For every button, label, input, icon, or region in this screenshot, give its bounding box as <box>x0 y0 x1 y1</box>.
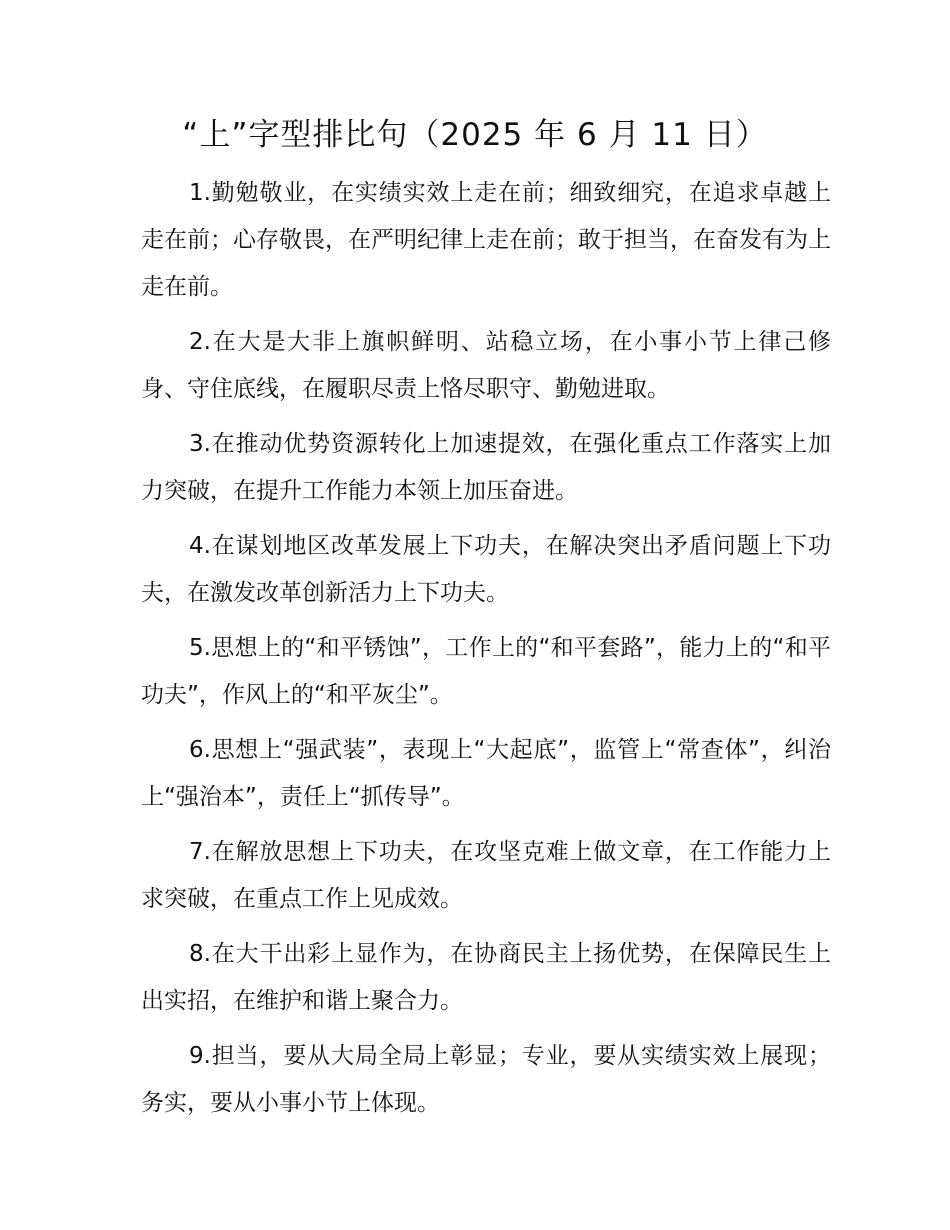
paragraph-7: 7.在解放思想上下功夫，在攻坚克难上做文章，在工作能力上求突破，在重点工作上见成效。 <box>141 839 831 912</box>
paragraph-2: 2.在大是大非上旗帜鲜明、站稳立场，在小事小节上律己修身、守住底线，在履职尽责上恪尽职守、勤勉进取。 <box>141 329 831 402</box>
paragraph-1: 1.勤勉敬业，在实绩实效上走在前；细致细究，在追求卓越上走在前；心存敬畏，在严明纪律上走在前；敢于担当，在奋发有为上走在前。 <box>141 180 831 300</box>
document-body <box>141 170 831 1135</box>
paragraph-3: 3.在推动优势资源转化上加速提效，在强化重点工作落实上加力突破，在提升工作能力本领上加压奋进。 <box>141 431 831 504</box>
paragraph-4: 4.在谋划地区改革发展上下功夫，在解决突出矛盾问题上下功夫，在激发改革创新活力上下功夫。 <box>141 533 831 606</box>
document-title: “上”字型排比句（2025 年 6 月 11 日） <box>182 117 768 153</box>
paragraph-5: 5.思想上的“和平锈蚀”，工作上的“和平套路”，能力上的“和平功夫”，作风上的“和平灰尘”。 <box>141 635 831 708</box>
paragraph-9: 9.担当，要从大局全局上彰显；专业，要从实绩实效上展现；务实，要从小事小节上体现。 <box>141 1043 831 1116</box>
paragraph-6: 6.思想上“强武装”，表现上“大起底”，监管上“常查体”，纠治上“强治本”，责任上“抓传导”。 <box>141 737 831 810</box>
paragraph-8: 8.在大干出彩上显作为，在协商民主上扬优势，在保障民生上出实招，在维护和谐上聚合力。 <box>141 941 831 1014</box>
